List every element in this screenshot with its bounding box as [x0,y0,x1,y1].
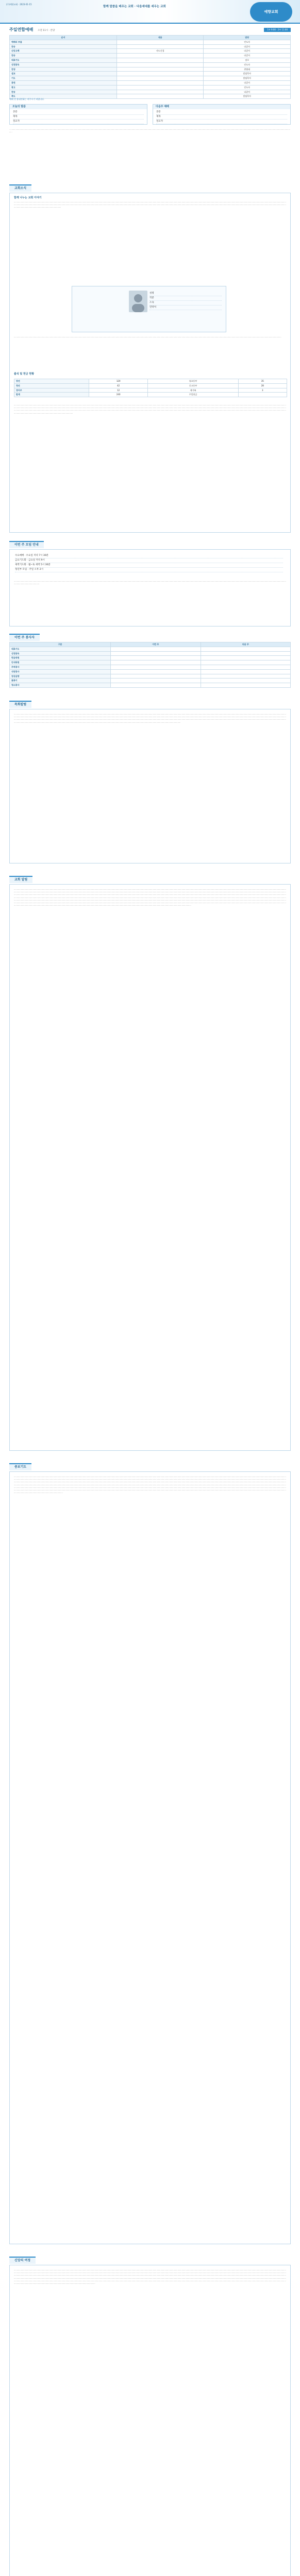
servants-cell [201,679,291,683]
worship-row [10,80,291,85]
servants-cell [201,674,291,679]
worship-cell [116,40,204,44]
servants-cell [201,669,291,674]
worship-time-badge: 1부 9:00 · 2부 11:00 [264,28,291,32]
worship-cell: 찬송 [10,90,117,94]
avatar [129,291,147,312]
stats-row [14,388,287,393]
servants-cell [111,660,201,665]
worship-cell: 예배의 부름 [10,40,117,44]
next-week-line: 설교자 [156,120,287,124]
church-logo-text: 예향교회 [264,10,278,14]
worship-title [9,27,55,33]
worship-row [10,90,291,94]
worship-cell: 기도 [10,76,117,81]
stats-row [14,383,287,388]
servants-cell [111,647,201,651]
servants-row [10,651,291,656]
worship-row [10,72,291,76]
servants-row [10,647,291,651]
column-text: ················································································································································································································································································································································································································································································································································································································································································································································································································································································································································································································································································································································································································································································································································································································································································································································································································································································································································································································································································································································································································································································································································································································································································································································································································································································································································ [14,2269,286,2285]
news-body-3: ·············································································································································································································································································································································································································································································································································································································································································································································································································································································································································································································································································································································································································································································································································································································································································································································· [14,404,286,415]
community-news-box [9,193,291,533]
worship-cell [116,72,204,76]
news-body-2: ······································································································································································································································································································································································································································································ [14,336,281,338]
worship-cell: 축도 [10,94,117,99]
church-logo [250,2,292,22]
servants-row [10,669,291,674]
servants-cell: 안내위원 [10,660,111,665]
servants-cell [111,651,201,656]
servants-table [9,642,291,688]
profile-lines [149,292,222,310]
stats-cell: 120 [89,379,148,384]
worship-cell: 다같이 [204,49,291,54]
servants-row [10,665,291,669]
servants-cell [111,683,201,688]
worship-table-wrap [9,35,291,99]
schedule-line: 청년부 모임 · 주일 오후 2시 [15,568,283,572]
worship-cell: 신앙고백 [10,49,117,54]
stats-cell: 합계 [14,393,89,397]
stats-cell: 청년 [14,383,89,388]
worship-cell [116,85,204,90]
worship-row [10,54,291,58]
servants-header-cell: 다음 주 [201,642,291,647]
servants-cell [111,669,201,674]
stats-cell: 35 [238,379,287,384]
worship-cell: 설교 [10,72,117,76]
worship-cell [116,80,204,85]
servants-row [10,683,291,688]
next-week-box [153,104,291,125]
prayer-box [9,1471,291,2244]
servants-row [10,679,291,683]
prayer-text: ······································································································································································································································································································································································································································································································································································································································································································································································································································································································································································································································································································································································································································································································································································································································································································································································································································································································································································································································································································································································································································································································································································································································································································································································································································································································································································································································································································································································································································································································································································· [14,1476,286,1495]
servants-cell [201,647,291,651]
servants-cell: 성경봉독 [10,651,111,656]
worship-cell: 담임목사 [204,72,291,76]
intro-head: 목회칼럼 [9,701,31,708]
community-news-head: 교회소식 [9,184,31,192]
header-banner [0,0,300,24]
column-head: 신앙의 여정 [9,2257,36,2264]
worship-title-text: 주일연합예배 [9,27,34,32]
worship-cell: 담임목사 [204,94,291,99]
schedule-line: 수요예배 · 수요일 저녁 7시 30분 [15,554,283,558]
servants-cell [111,674,201,679]
worship-extra-text: · ································································································································································································································································································································································································································································································ [9,129,290,134]
worship-cell: 인도자 [204,85,291,90]
profile-card [72,286,226,332]
servants-cell [201,656,291,660]
worship-row [10,58,291,62]
stats-cell [238,393,287,397]
sermon-line: 본문 [13,110,144,115]
stats-cell: 새가족 [148,388,238,393]
worship-cell: 대표기도 [10,58,117,62]
profile-line: 직분 [149,296,222,301]
worship-cell: 다같이 [204,54,291,58]
worship-cell [116,54,204,58]
servants-cell: 영상음향 [10,674,111,679]
worship-row [10,40,291,44]
worship-cell [116,94,204,99]
stats-cell: 28 [238,383,287,388]
schedule-extra: ························································································································································································································································································································································································································································································································· [14,581,286,586]
servants-row [10,656,291,660]
servants-cell: 청소봉사 [10,683,111,688]
header-tagline: 함께 말씀을 배우는 교회 · 다음세대를 세우는 교회 [103,5,166,8]
servants-cell [111,656,201,660]
servants-cell [201,660,291,665]
worship-cell: 찬양 [10,67,117,72]
stats-cell: 12 [89,388,148,393]
servants-cell [111,679,201,683]
servants-row [10,674,291,679]
notices-box [9,884,291,1451]
worship-section [9,27,291,176]
notices-head: 교회 알림 [9,876,32,883]
worship-cell: 인도자 [204,40,291,44]
worship-cell: 다같이 [204,80,291,85]
worship-row [10,44,291,49]
profile-line: 성명 [149,292,222,296]
schedule-list [15,554,283,572]
next-week-title: 다음주 예배 [153,105,290,109]
worship-cell: 찬양대 [204,67,291,72]
servants-header-cell: 구분 [10,642,111,647]
servants-row [10,660,291,665]
stats-cell: 장년 [14,379,89,384]
sermon-line: 설교자 [13,120,144,124]
worship-order-table [9,35,291,99]
schedule-line: 금요기도회 · 금요일 저녁 9시 [15,558,283,563]
worship-row [10,94,291,99]
worship-row [10,76,291,81]
stats-cell: 주일헌금 [148,393,238,397]
servants-head: 이번 주 봉사자 [9,634,40,641]
weekly-schedule-head: 이번 주 모임 안내 [9,541,44,548]
stats-cell: 영아부 [14,388,89,393]
stats-cell: 유초등부 [148,379,238,384]
next-week-line: 제목 [156,115,287,120]
worship-cell: 다같이 [204,90,291,94]
profile-line: 연락처 [149,306,222,310]
worship-subtitle: 오전 11시 · 본당 [38,29,55,32]
worship-cell: 다같이 [204,44,291,49]
worship-cell: 담임목사 [204,76,291,81]
weekly-schedule-box [9,549,291,626]
servants-cell: 대표기도 [10,647,111,651]
worship-cell: 인도자 [204,62,291,67]
servants-cell: 헌금위원 [10,656,111,660]
intro-text: ····································································································································································································································································································································································································································································································································································································································································································································································································································································································································································································································································································································································································································································································································································································································································································································································································································································································································· [14,714,286,724]
stats-table [14,379,287,397]
worship-row [10,67,291,72]
person-icon [129,291,147,312]
sermon-box [9,104,147,125]
worship-cell [116,62,204,67]
worship-note: 예배 전 휴대전화는 꺼주시기 바랍니다. [9,98,45,100]
stats-row [14,379,287,384]
sermon-line: 제목 [13,115,144,120]
stats-cell: 240 [89,393,148,397]
sermon-lines [10,109,147,125]
worship-cell [116,90,204,94]
servants-cell: 꽃꽂이 [10,679,111,683]
profile-line: 소속 [149,301,222,306]
servants-table-wrap [9,642,291,688]
worship-cell: 봉헌 [10,80,117,85]
worship-cell: 장로 [204,58,291,62]
stats-row [14,393,287,397]
prayer-head: 중보기도 [9,1463,31,1470]
news-body-1: ············································································································································································································································································································································································································································································································································································································································································································································································································································································································································································································································ [14,201,286,209]
servants-cell [201,665,291,669]
worship-row [10,62,291,67]
worship-cell: 사도신경 [116,49,204,54]
worship-cell: 찬송 [10,44,117,49]
worship-cell [116,44,204,49]
worship-row [10,85,291,90]
next-week-lines [153,109,290,125]
schedule-line: 새벽기도회 · 월~토 새벽 5시 30분 [15,563,283,568]
community-news-subtitle: 함께 나누는 교회 이야기 [14,196,42,199]
worship-cell [116,58,204,62]
worship-header-cell: 담당 [204,36,291,40]
servants-cell [201,683,291,688]
servants-cell [111,665,201,669]
servants-cell: 주차봉사 [10,665,111,669]
stats-cell: 중고등부 [148,383,238,388]
issue-date: (주)예향교회 · 2023-01-15 [6,3,32,6]
servants-header-cell: 이번 주 [111,642,201,647]
stats-cell: 3 [238,388,287,393]
servants-cell: 식당봉사 [10,669,111,674]
stats-table-wrap [14,379,287,397]
next-week-line: 본문 [156,110,287,115]
stats-title: 출석 및 헌금 현황 [14,372,35,376]
worship-row [10,49,291,54]
worship-cell: 찬송 [10,54,117,58]
worship-header-cell: 순서 [10,36,117,40]
worship-header-cell: 내용 [116,36,204,40]
worship-cell: 광고 [10,85,117,90]
sermon-title: 오늘의 말씀 [10,105,147,109]
intro-box [9,709,291,863]
worship-cell [116,76,204,81]
stats-cell: 42 [89,383,148,388]
column-box [9,2265,291,2576]
worship-cell: 성경봉독 [10,62,117,67]
notices-text: ································································································································································································································································································································································································································································································································································································································································································································································································································································································································································································································································································································································································································································································································································································································································································································································································································································································································································································································································································································································································································································································································································································································································································································································································································································································································································································································································································································································································································································································································································································································································································································································································· [14,889,286,907]
worship-cell [116,67,204,72]
servants-cell [201,651,291,656]
